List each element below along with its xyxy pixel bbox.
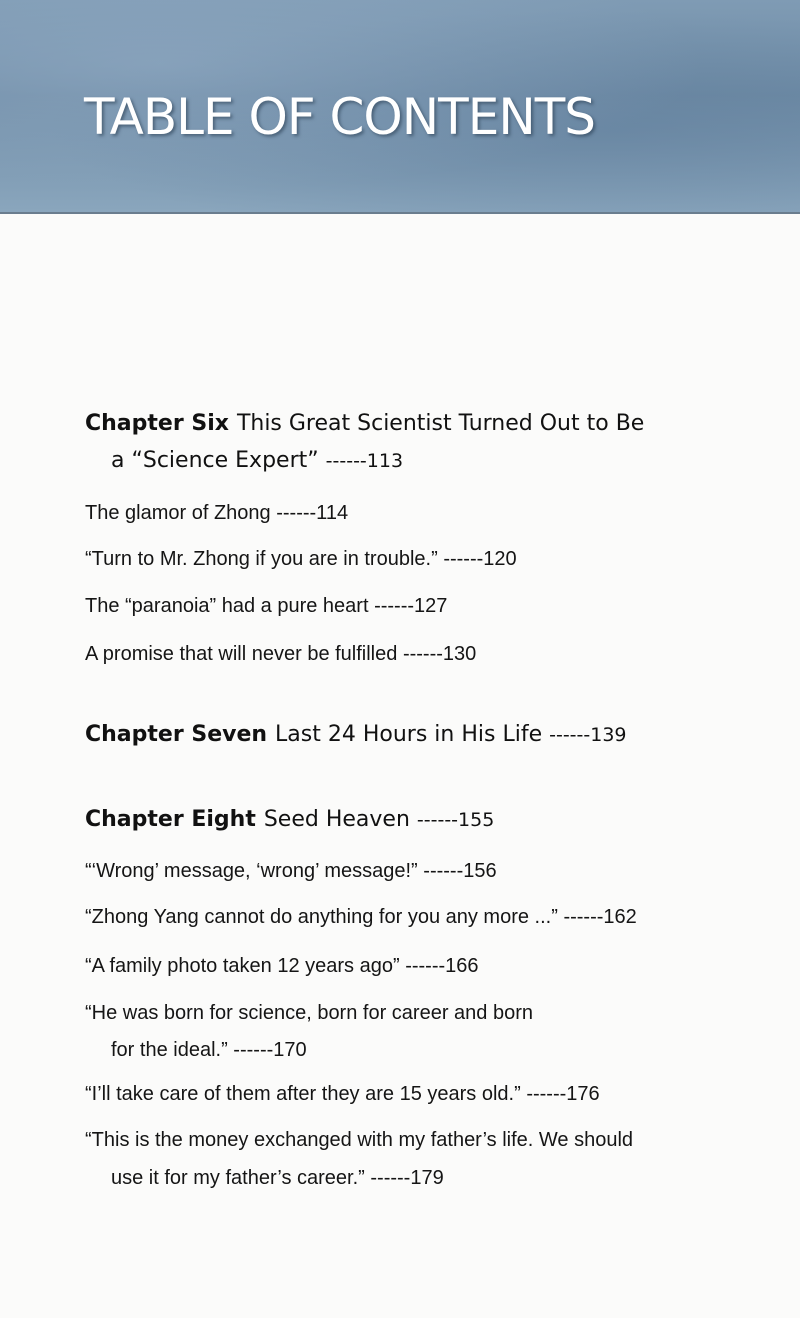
toc-entry-cont: [85, 1167, 444, 1190]
toc-entry: [85, 595, 447, 618]
chapter-title: This Great Scientist Turned Out to Be: [236, 411, 645, 436]
toc-chapter-six-cont: [85, 448, 403, 473]
chapter-title: Last 24 Hours in His Life: [275, 722, 543, 747]
entry-text: “This is the money exchanged with my father’s life. We should: [85, 1129, 634, 1151]
entry-text: for the ideal.”: [111, 1039, 228, 1061]
chapter-label: Chapter Seven: [85, 722, 268, 747]
entry-text: The “paranoia” had a pure heart: [85, 595, 369, 617]
entry-text: use it for my father’s career.”: [111, 1167, 365, 1189]
page-number: ------162: [563, 906, 637, 928]
page-number: ------113: [325, 450, 404, 472]
toc-chapter-seven: [85, 722, 627, 747]
page-number: ------170: [233, 1039, 307, 1061]
page-number: ------166: [405, 955, 479, 977]
entry-text: The glamor of Zhong: [85, 502, 271, 524]
toc-entry: [85, 643, 476, 666]
chapter-title-cont: a “Science Expert”: [111, 448, 319, 473]
toc-entry: [85, 1083, 600, 1106]
entry-text: “Turn to Mr. Zhong if you are in trouble.”: [85, 548, 438, 570]
chapter-label: Chapter Eight: [85, 807, 256, 832]
toc-entry: [85, 860, 497, 883]
toc-entry: [85, 906, 637, 929]
header-banner: [0, 0, 800, 214]
chapter-title: Seed Heaven: [263, 807, 410, 832]
toc-entry: [85, 1129, 633, 1152]
page-number: ------130: [402, 643, 477, 665]
page-number: ------179: [370, 1167, 444, 1189]
toc-entry-cont: [85, 1039, 307, 1062]
entry-text: “A family photo taken 12 years ago”: [85, 955, 400, 977]
entry-text: “Zhong Yang cannot do anything for you any more ...”: [85, 906, 558, 928]
page-number: ------155: [416, 809, 495, 831]
page-number: ------139: [549, 724, 627, 746]
toc-entry: [85, 548, 517, 571]
page-number: ------114: [276, 502, 349, 524]
entry-text: “He was born for science, born for career and born: [85, 1002, 533, 1024]
chapter-label: Chapter Six: [85, 411, 229, 436]
toc-chapter-eight: [85, 807, 494, 832]
toc-entry: [85, 1002, 533, 1025]
toc-chapter-six: [85, 411, 644, 436]
page-number: ------176: [526, 1083, 600, 1105]
entry-text: “I’ll take care of them after they are 15 years old.”: [85, 1083, 521, 1105]
toc-entry: [85, 502, 348, 525]
page-number: ------156: [423, 860, 497, 882]
toc-entry: [85, 955, 479, 978]
entry-text: “‘Wrong’ message, ‘wrong’ message!”: [85, 860, 418, 882]
entry-text: A promise that will never be fulfilled: [85, 643, 398, 665]
page-number: ------127: [374, 595, 448, 617]
page-title: TABLE OF CONTENTS: [84, 88, 596, 146]
page-number: ------120: [443, 548, 517, 570]
